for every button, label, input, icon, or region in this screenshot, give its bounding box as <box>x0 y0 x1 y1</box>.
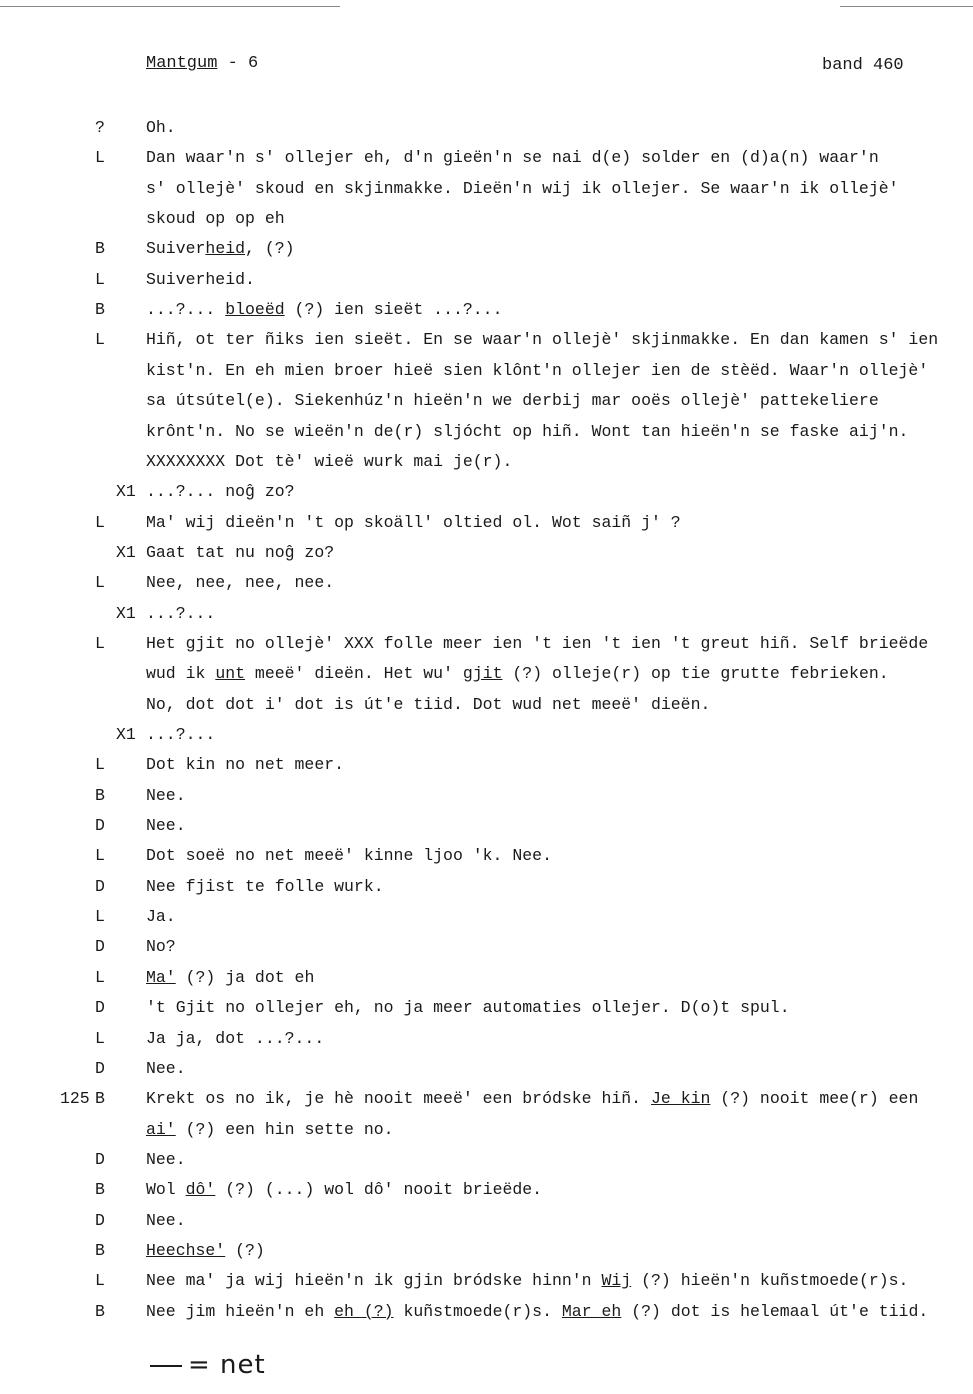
place-name: Mantgum <box>146 54 218 73</box>
speaker-label: D <box>95 816 105 836</box>
transcript-line <box>0 450 973 474</box>
utterance-text: Dot soeë no net meeë' kinne ljoo 'k. Nee. <box>146 846 552 866</box>
speaker-label: D <box>95 998 105 1018</box>
transcript-line <box>0 1269 973 1293</box>
transcript-line <box>0 1239 973 1263</box>
transcript-line <box>0 541 973 565</box>
speaker-label: L <box>95 1271 105 1291</box>
utterance-text: No, dot dot i' dot is út'e tiid. Dot wud net meeë' dieën. <box>146 694 711 714</box>
transcript-line <box>0 1178 973 1202</box>
transcript-line <box>0 1027 973 1051</box>
utterance-text: Suiverheid, (?) <box>146 239 295 259</box>
transcript-line <box>0 1057 973 1081</box>
page-header <box>146 54 258 73</box>
transcript-line <box>0 146 973 170</box>
transcript-line <box>0 1087 973 1111</box>
transcript-line <box>0 602 973 626</box>
speaker-label: L <box>95 573 105 593</box>
speaker-label: L <box>95 755 105 775</box>
transcript-line <box>0 875 973 899</box>
page-number: - 6 <box>217 54 259 73</box>
transcript-line <box>0 328 973 352</box>
transcript-line <box>0 1148 973 1172</box>
top-rule <box>840 6 973 7</box>
utterance-text: Suiverheid. <box>146 269 255 289</box>
transcript-line <box>0 480 973 504</box>
band-number: band 460 <box>822 56 904 75</box>
speaker-label: X1 <box>116 603 136 623</box>
transcript-line <box>0 784 973 808</box>
utterance-text: Nee fjist te folle wurk. <box>146 876 384 896</box>
transcript-line <box>0 177 973 201</box>
speaker-label: D <box>95 1058 105 1078</box>
utterance-text: skoud op op eh <box>146 209 285 229</box>
speaker-label: B <box>95 1089 105 1109</box>
line-number: 125 <box>60 1089 90 1109</box>
transcript-line <box>0 1300 973 1324</box>
speaker-label: D <box>95 876 105 896</box>
transcript-line <box>0 237 973 261</box>
speaker-label: D <box>95 1210 105 1230</box>
transcript-line <box>0 420 973 444</box>
speaker-label: B <box>95 1301 105 1321</box>
speaker-label: X1 <box>116 542 136 562</box>
utterance-text: 't Gjit no ollejer eh, no ja meer automaties ollejer. D(o)t spul. <box>146 998 790 1018</box>
utterance-text: No? <box>146 937 176 957</box>
utterance-text: ...?... <box>146 725 216 744</box>
utterance-text: s' ollejè' skoud en skjinmakke. Dieën'n wij ik ollejer. Se waar'n ik ollejè' <box>146 178 899 198</box>
speaker-label: X1 <box>116 725 136 744</box>
utterance-text: Nee. <box>146 1058 186 1078</box>
transcript-line <box>0 511 973 535</box>
utterance-text: Nee jim hieën'n eh eh (?) kuñstmoede(r)s. Mar eh (?) dot is helemaal út'e tiid. <box>146 1301 929 1321</box>
speaker-label: L <box>95 330 105 350</box>
utterance-text: Ma' wij dieën'n 't op skoäll' oltied ol. Wot saiñ j' ? <box>146 512 681 532</box>
speaker-label: B <box>95 1240 105 1260</box>
speaker-label: L <box>95 269 105 289</box>
transcript-line <box>0 207 973 231</box>
utterance-text: Nee. <box>146 816 186 836</box>
utterance-text: wud ik unt meeë' dieën. Het wu' gjit (?) olleje(r) op tie grutte febrieken. <box>146 664 889 684</box>
transcript-line <box>0 1118 973 1142</box>
speaker-label: B <box>95 785 105 805</box>
utterance-text: Oh. <box>146 118 176 137</box>
utterance-text: Nee. <box>146 1149 186 1169</box>
transcript-line <box>0 723 973 747</box>
speaker-label: L <box>95 1028 105 1048</box>
utterance-text: Nee, nee, nee, nee. <box>146 573 335 593</box>
transcript-line <box>0 1209 973 1233</box>
top-rule <box>0 6 340 7</box>
utterance-text: Ja. <box>146 907 176 927</box>
speaker-label: L <box>95 846 105 866</box>
utterance-text: ...?... bloeëd (?) ien sieët ...?... <box>146 300 503 320</box>
transcript-line <box>0 935 973 959</box>
footnote-text: = net <box>188 1350 266 1380</box>
speaker-label: B <box>95 1180 105 1200</box>
utterance-text: Hiñ, ot ter ñiks ien sieët. En se waar'n ollejè' skjinmakke. En dan kamen s' ien <box>146 330 939 350</box>
transcript-line <box>0 966 973 990</box>
utterance-text: ai' (?) een hin sette no. <box>146 1119 394 1139</box>
speaker-label: L <box>95 967 105 987</box>
transcript-line <box>0 268 973 292</box>
speaker-label: L <box>95 512 105 532</box>
utterance-text: Dot kin no net meer. <box>146 755 345 775</box>
handwritten-note <box>150 1350 266 1380</box>
utterance-text: krônt'n. No se wieën'n de(r) sljócht op hiñ. Wont tan hieën'n se faske aij'n. <box>146 421 909 441</box>
utterance-text: Ma' (?) ja dot eh <box>146 967 315 987</box>
speaker-label: D <box>95 1149 105 1169</box>
transcript-line <box>0 359 973 383</box>
utterance-text: Wol dô' (?) (...) wol dô' nooit brieëde. <box>146 1180 543 1200</box>
transcript-line <box>0 996 973 1020</box>
utterance-text: Nee ma' ja wij hieën'n ik gjin bródske hinn'n Wij (?) hieën'n kuñstmoede(r)s. <box>146 1271 909 1291</box>
speaker-label: L <box>95 907 105 927</box>
speaker-label: L <box>95 633 105 653</box>
utterance-text: Ja ja, dot ...?... <box>146 1028 325 1048</box>
transcript-line <box>0 298 973 322</box>
transcript-line <box>0 116 973 140</box>
utterance-text: Nee. <box>146 1210 186 1230</box>
utterance-text: Het gjit no ollejè' XXX folle meer ien 't ien 't ien 't greut hiñ. Self brieëde <box>146 633 929 653</box>
utterance-text: sa útsútel(e). Siekenhúz'n hieën'n we derbij mar ooës ollejè' pattekeliere <box>146 391 879 411</box>
speaker-label: B <box>95 300 105 320</box>
transcript-line <box>0 693 973 717</box>
utterance-text: Dan waar'n s' ollejer eh, d'n gieën'n se nai d(e) solder en (d)a(n) waar'n <box>146 148 879 168</box>
transcript-line <box>0 905 973 929</box>
utterance-text: Nee. <box>146 785 186 805</box>
utterance-text: kist'n. En eh mien broer hieë sien klônt'n ollejer ien de stèëd. Waar'n ollejè' <box>146 360 929 380</box>
utterance-text: Krekt os no ik, je hè nooit meeë' een bródske hiñ. Je kin (?) nooit mee(r) een <box>146 1089 919 1109</box>
speaker-label: X1 <box>116 482 136 502</box>
utterance-text: Heechse' (?) <box>146 1240 265 1260</box>
transcript-line <box>0 753 973 777</box>
transcript-line <box>0 389 973 413</box>
utterance-text: ...?... <box>146 603 216 623</box>
transcript-line <box>0 844 973 868</box>
speaker-label: L <box>95 148 105 168</box>
transcript-line <box>0 571 973 595</box>
speaker-label: ? <box>95 118 105 137</box>
speaker-label: D <box>95 937 105 957</box>
utterance-text: ...?... noĝ zo? <box>146 482 295 502</box>
transcript-line <box>0 814 973 838</box>
transcript-line <box>0 632 973 656</box>
utterance-text: XXXXXXXX Dot tè' wieë wurk mai je(r). <box>146 451 513 471</box>
speaker-label: B <box>95 239 105 259</box>
underline-symbol <box>150 1365 182 1367</box>
utterance-text: Gaat tat nu noĝ zo? <box>146 542 335 562</box>
transcript-line <box>0 662 973 686</box>
